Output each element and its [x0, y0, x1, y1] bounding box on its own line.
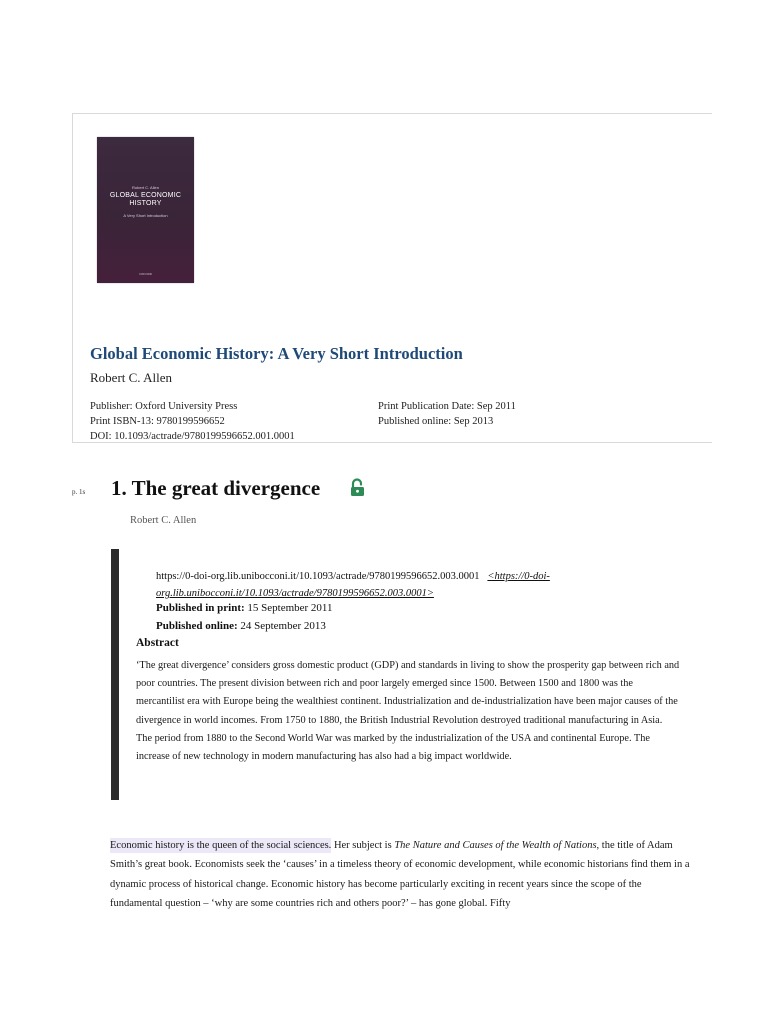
book-isbn: Print ISBN-13: 9780199596652 [90, 416, 225, 427]
cover-title-line1: GLOBAL ECONOMIC [109, 192, 182, 199]
cover-subtitle: A Very Short Introduction [123, 213, 168, 218]
book-publisher: Publisher: Oxford University Press [90, 401, 238, 412]
highlighted-sentence[interactable]: Economic history is the queen of the social sciences. [110, 840, 332, 851]
abstract-heading: Abstract [136, 637, 179, 649]
print-publication-date: Print Publication Date: Sep 2011 [378, 401, 516, 412]
chapter-author: Robert C. Allen [130, 515, 197, 526]
published-print-label: Published in print: [156, 602, 245, 614]
book-reference: The Nature and Causes of the Wealth of Nations [394, 840, 597, 851]
abstract-text: ‘The great divergence’ considers gross domestic product (GDP) and standards in living to show the prosperity gap between rich and poor countries. The present division between rich and poor largely emerged since 1500. Between 1500 and 1800 was the mercantilist era with Europe being the wealthiest continent. Industrialization and de-industrialization have been major causes of the divergence in world incomes. From 1750 to 1880, the British Industrial Revolution destroyed traditional manufacturing in Asia. The period from 1880 to the Second World War was marked by the industrialization of the USA and continental Europe. The increase of new technology in modern manufacturing has also had a big impact worldwide. [136, 660, 680, 763]
chapter-doi-url: https://0-doi-org.lib.unibocconi.it/10.1093/actrade/9780199596652.003.0001 [156, 571, 480, 582]
chapter-doi-link[interactable]: <https://0-doi-org.lib.unibocconi.it/10.1093/actrade/9780199596652.003.0001> [156, 571, 550, 599]
published-online-date: Published online: Sep 2013 [378, 416, 494, 427]
book-author: Robert C. Allen [90, 370, 172, 385]
cover-title-line2: HISTORY [129, 200, 162, 207]
abstract-sidebar-bar [111, 549, 119, 800]
published-online [156, 620, 326, 632]
book-doi: DOI: 10.1093/actrade/9780199596652.001.0001 [90, 431, 295, 442]
chapter-title: 1. The great divergence [111, 476, 321, 500]
lock-open-icon [349, 478, 366, 497]
chapter-doi-line [156, 568, 686, 602]
cover-author: Robert C. Allen [132, 185, 159, 190]
page-marker: p. 1s [72, 488, 86, 496]
book-title-link[interactable]: Global Economic History: A Very Short Introduction [90, 344, 463, 363]
published-print-value: 15 September 2011 [244, 602, 333, 614]
body-paragraph [110, 836, 692, 914]
cover-publisher: OXFORD [139, 272, 152, 276]
body-text-a: Her subject is [331, 840, 395, 851]
book-cover-image[interactable] [97, 137, 194, 283]
published-in-print [156, 602, 333, 614]
cover-title [99, 192, 192, 208]
body-text-b: , the title of Adam Smith’s great book. Economists seek the ‘causes’ in a timeless theory of economic development, while economic historians find them in a dynamic process of historical change. Economic history has become particularly exciting in recent years since the scope of the fundamental question – ‘why are some countries rich and others poor?’ – has gone global. Fifty [110, 840, 690, 910]
published-online-label: Published online: [156, 620, 238, 632]
published-online-value: 24 September 2013 [237, 620, 326, 632]
